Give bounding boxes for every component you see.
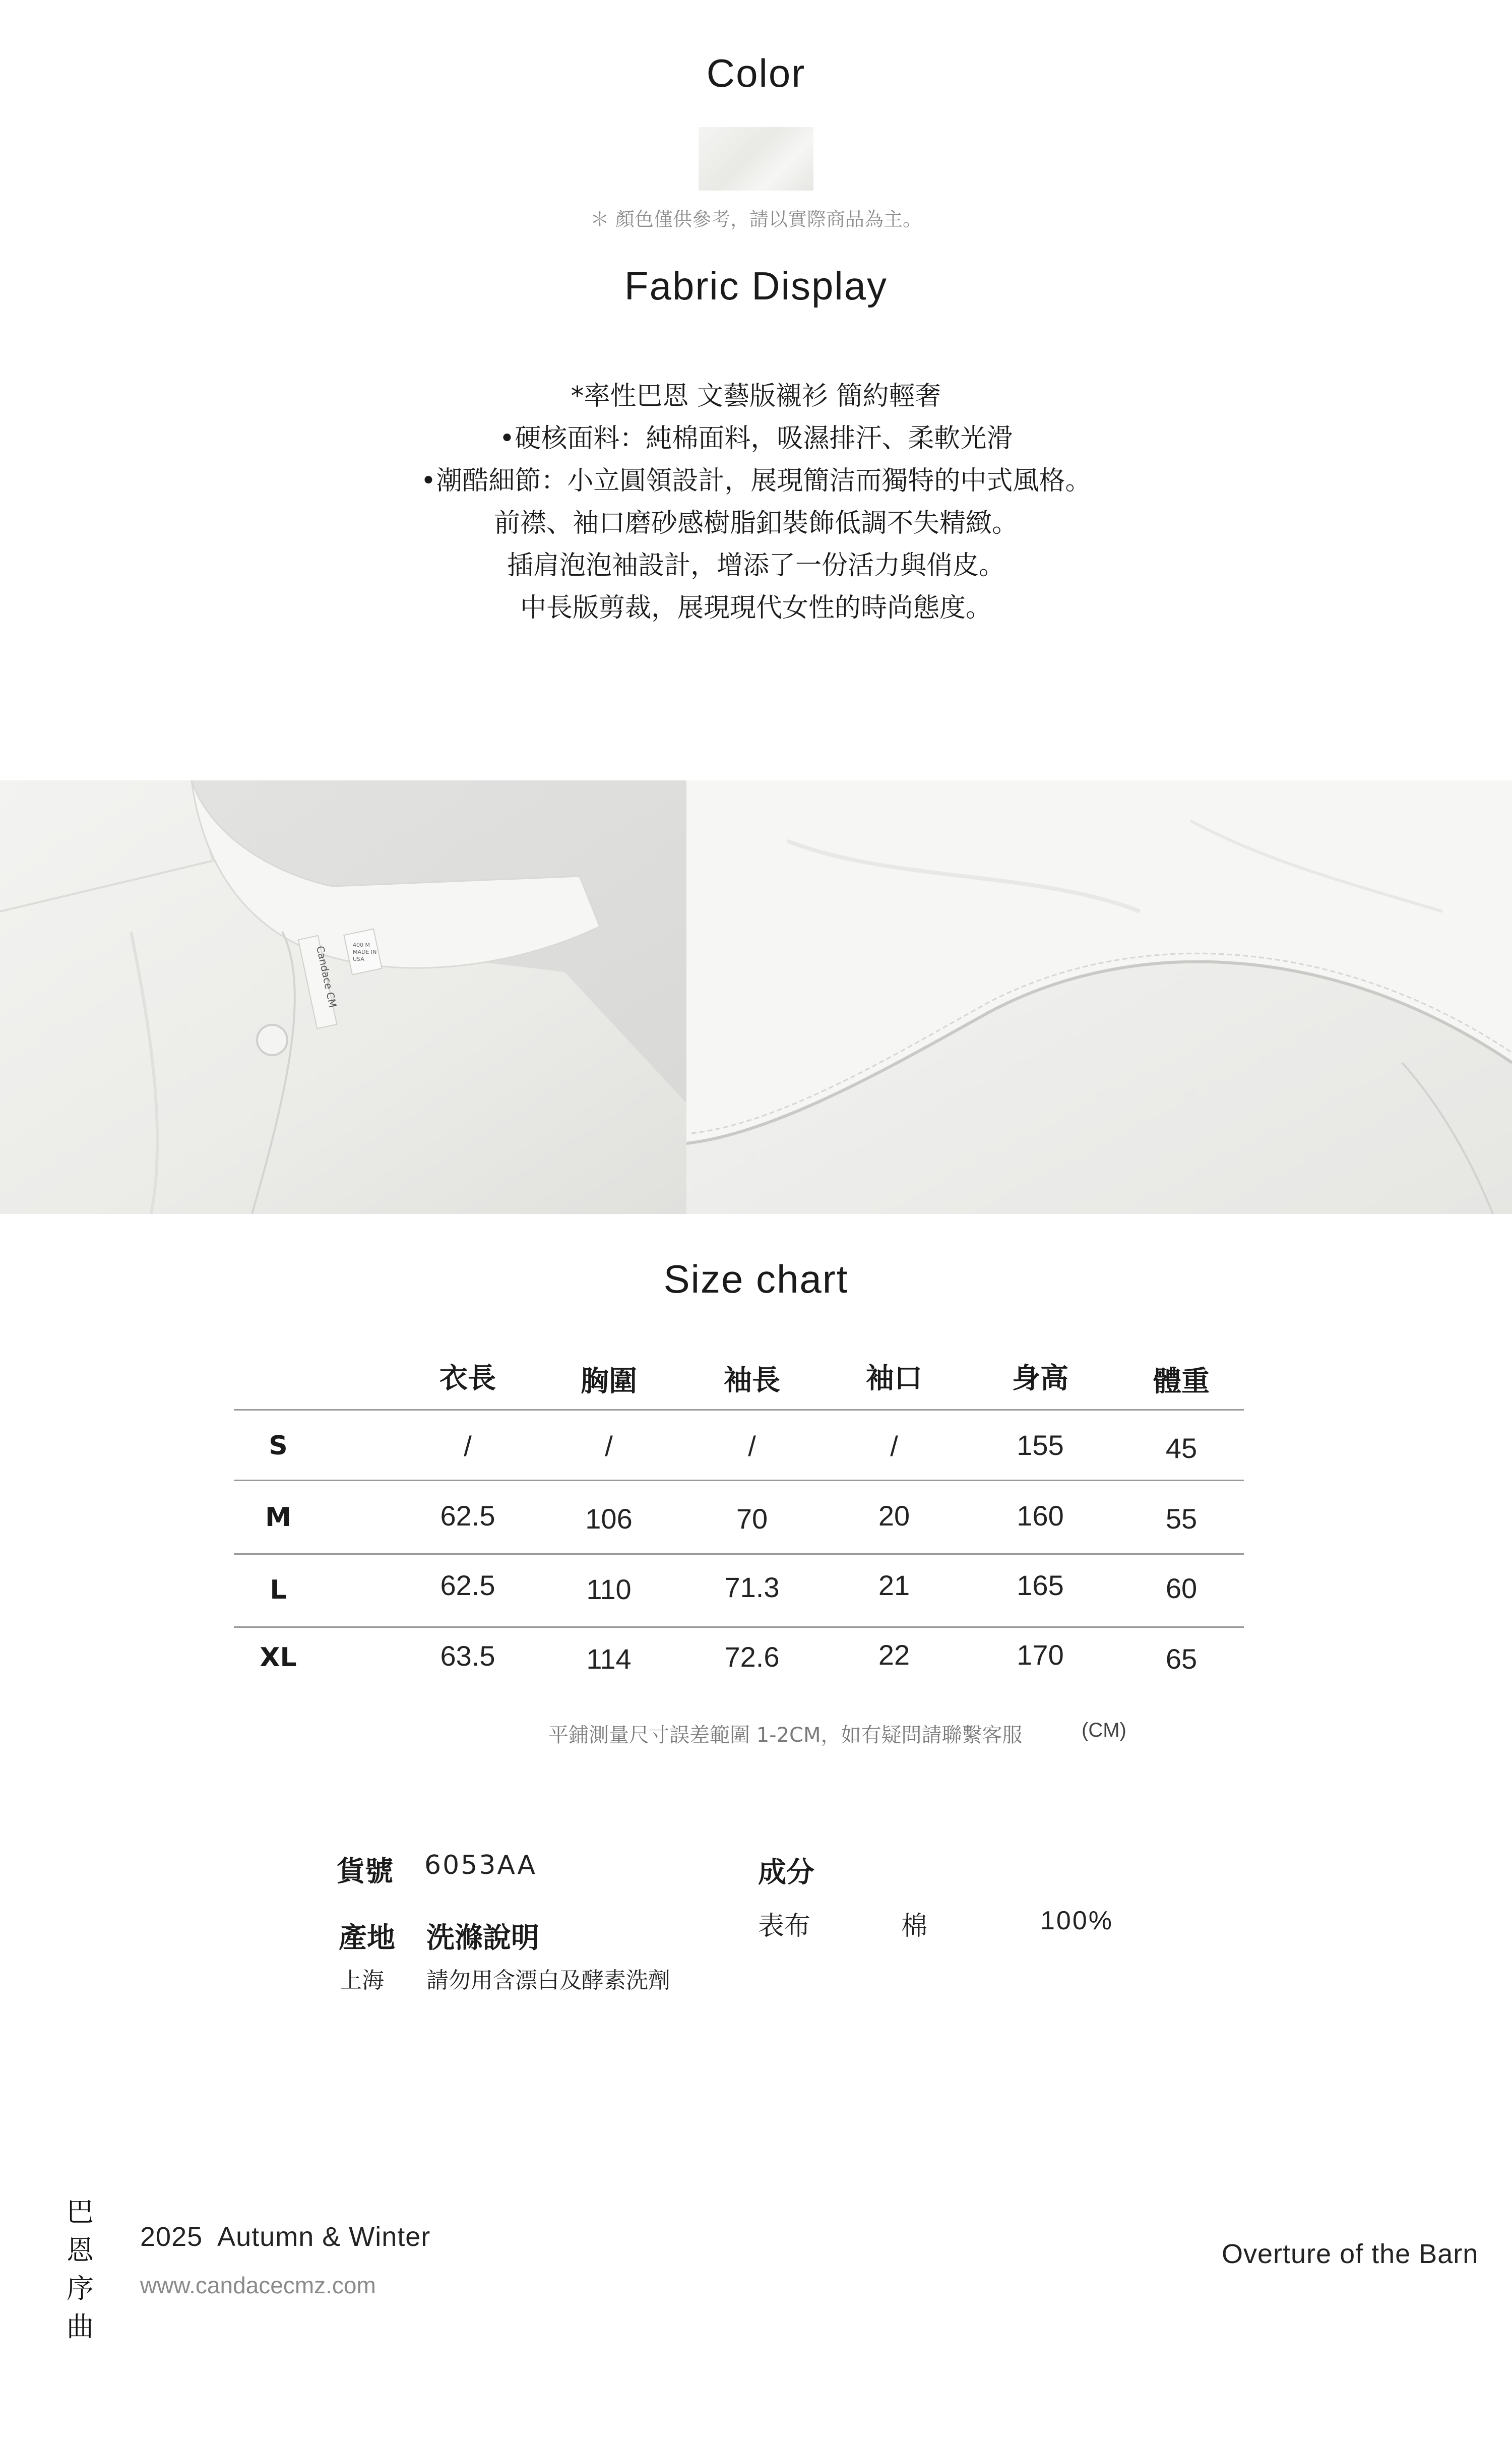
- website-link[interactable]: www.candacecmz.com: [140, 2272, 376, 2298]
- composition-percent: 100%: [1040, 1906, 1113, 1935]
- col-header-length: 衣長: [439, 1362, 496, 1395]
- color-title: Color: [706, 51, 806, 95]
- desc-line: 前襟、袖口磨砂感樹脂釦裝飾低調不失精緻。: [493, 508, 1018, 538]
- wash-label: 洗滌說明: [426, 1922, 539, 1955]
- table-cell: 55: [1165, 1503, 1198, 1535]
- table-divider: [234, 1409, 1244, 1411]
- row-label-l: L: [270, 1575, 287, 1605]
- brand-vertical-name: [62, 2193, 98, 2346]
- table-cell: 20: [878, 1500, 910, 1532]
- col-header-cuff: 袖口: [866, 1362, 922, 1395]
- size-chart-unit: (CM): [1082, 1719, 1126, 1741]
- composition-label: 成分: [758, 1856, 814, 1889]
- desc-line: 插肩泡泡袖設計，增添了一份活力與俏皮。: [507, 551, 1005, 581]
- table-cell: 71.3: [724, 1571, 780, 1603]
- table-cell: 72.6: [724, 1641, 780, 1673]
- table-cell: /: [464, 1430, 472, 1462]
- brand-char: 序: [67, 2273, 94, 2304]
- color-note: ＊ 顏色僅供參考，請以實際商品為主。: [590, 208, 922, 230]
- desc-line: 中長版剪裁，展現現代女性的時尚態度。: [520, 593, 992, 623]
- table-cell: 165: [1017, 1569, 1064, 1601]
- table-cell: 110: [586, 1573, 632, 1605]
- table-cell: 106: [585, 1503, 633, 1535]
- col-header-weight: 體重: [1153, 1365, 1210, 1398]
- table-cell: 21: [878, 1569, 910, 1601]
- desc-line: *率性巴恩 文藝版襯衫 簡約輕奢: [571, 381, 941, 411]
- table-divider: [234, 1553, 1244, 1555]
- origin-label: 產地: [339, 1922, 395, 1955]
- table-cell: 62.5: [440, 1500, 495, 1532]
- composition-material: 棉: [901, 1911, 928, 1941]
- table-cell: /: [748, 1430, 756, 1462]
- desc-line: •硬核面料：純棉面料，吸濕排汗、柔軟光滑: [499, 423, 1013, 454]
- desc-line: •潮酷細節：小立圓領設計，展現簡洁而獨特的中式風格。: [420, 466, 1092, 496]
- table-cell: 62.5: [440, 1569, 495, 1601]
- table-cell: 170: [1017, 1639, 1064, 1671]
- item-no-value: 6053AA: [424, 1850, 537, 1880]
- season-text: 2025 Autumn & Winter: [140, 2222, 431, 2252]
- size-tag-line: MADE IN: [353, 949, 377, 955]
- table-cell: 63.5: [440, 1640, 495, 1672]
- col-header-height: 身高: [1012, 1362, 1068, 1395]
- wash-value: 請勿用含漂白及酵素洗劑: [426, 1968, 670, 1993]
- table-cell: 70: [736, 1503, 768, 1535]
- table-divider: [234, 1480, 1244, 1481]
- row-label-s: S: [269, 1431, 288, 1461]
- size-chart-title: Size chart: [663, 1257, 849, 1301]
- table-cell: 22: [878, 1639, 910, 1671]
- table-cell: 160: [1017, 1500, 1064, 1532]
- brand-char: 恩: [67, 2234, 94, 2266]
- size-tag-line: USA: [353, 956, 364, 962]
- table-cell: 155: [1017, 1429, 1064, 1461]
- table-cell: 65: [1165, 1643, 1198, 1675]
- fabric-title: Fabric Display: [624, 264, 888, 308]
- row-label-xl: XL: [260, 1642, 297, 1673]
- table-cell: /: [890, 1430, 898, 1462]
- brand-char: 曲: [67, 2311, 94, 2343]
- color-swatch[interactable]: [699, 127, 813, 191]
- row-label-m: M: [265, 1502, 291, 1533]
- table-cell: 45: [1165, 1432, 1198, 1464]
- collar-detail-photo: [0, 780, 686, 1214]
- col-header-sleeve: 袖長: [724, 1364, 780, 1397]
- table-divider: [234, 1626, 1244, 1628]
- origin-value: 上海: [340, 1968, 384, 1993]
- collection-name: Overture of the Barn: [1222, 2239, 1479, 2269]
- table-cell: /: [605, 1430, 613, 1462]
- table-cell: 114: [586, 1643, 632, 1675]
- size-tag-line: 400 M: [353, 942, 370, 948]
- brand-char: 巴: [67, 2196, 94, 2228]
- col-header-chest: 胸圍: [581, 1365, 637, 1398]
- item-no-label: 貨號: [337, 1855, 393, 1888]
- table-cell: 60: [1165, 1572, 1198, 1604]
- composition-part: 表布: [758, 1911, 811, 1941]
- hem-detail-photo: [686, 780, 1512, 1214]
- fabric-description: [0, 375, 1512, 629]
- size-chart-note: 平鋪測量尺寸誤差範圍 1-2CM，如有疑問請聯繫客服: [548, 1724, 1023, 1747]
- label-brand-text: Candace CM: [314, 945, 339, 1009]
